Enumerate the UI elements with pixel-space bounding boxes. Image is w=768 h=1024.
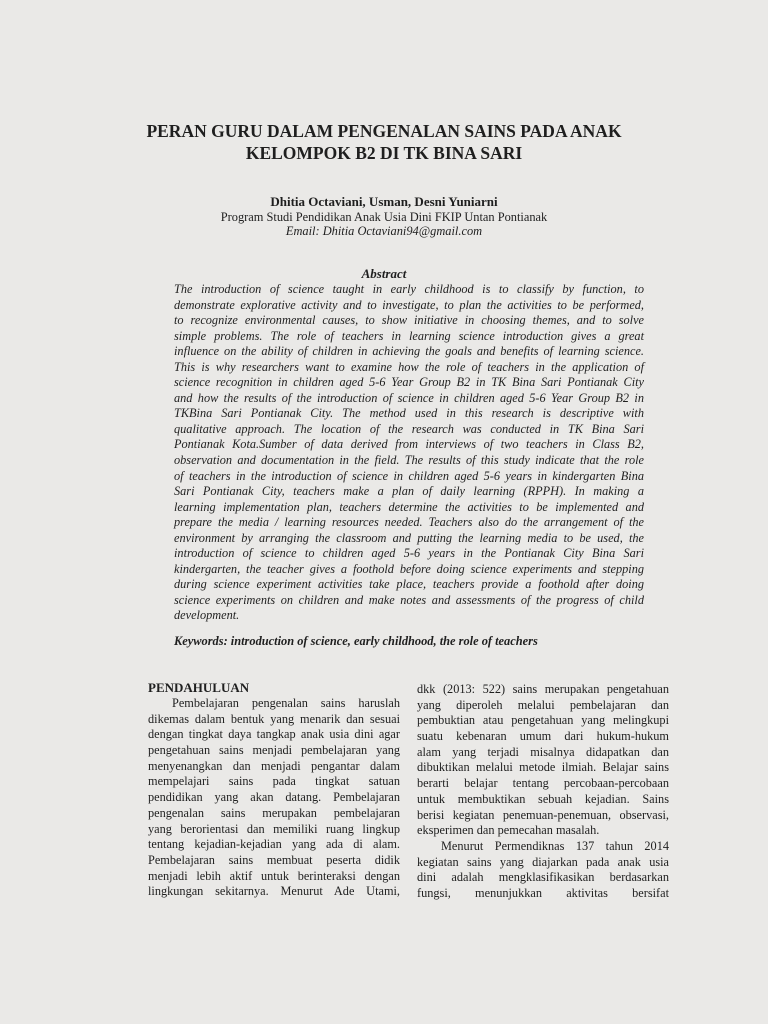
abstract-line: learning implementation plan, teachers determine the activities to be implemented and xyxy=(174,499,644,514)
body-line: alam yang terjadi misalnya didapatkan dan xyxy=(417,744,669,759)
abstract-line: The introduction of science taught in early childhood is to classify by function, to xyxy=(174,282,644,296)
body-line: dini adalah mengklasifikasikan berdasarkan xyxy=(417,870,669,885)
body-line: mempelajari sains pada tingkat satuan xyxy=(148,774,400,789)
body-line: dkk (2013: 522) sains merupakan pengetahuan xyxy=(417,682,669,696)
body-line: menyenangkan dan menjadi pengantar dalam xyxy=(148,758,400,773)
abstract-line: science experiments on children and make notes and assessments of the progress of child xyxy=(174,592,644,607)
body-line: fungsi, menunjukkan aktivitas bersifat xyxy=(417,885,669,900)
body-column-right xyxy=(417,682,669,902)
abstract-line: demonstrate explorative activity and to investigate, to plan the activities to be performed, xyxy=(174,297,644,312)
body-line: pembuktian atau pengetahuan yang melingkupi xyxy=(417,713,669,728)
author-names: Dhitia Octaviani, Usman, Desni Yuniarni xyxy=(270,194,498,209)
abstract-line: during science experiment activities take place, teachers provide a foothold after doing xyxy=(174,577,644,592)
body-line: lingkungan sekitarnya. Menurut Ade Utami, xyxy=(148,884,400,899)
body-column-left xyxy=(148,680,400,900)
section-heading: PENDAHULUAN xyxy=(148,680,250,695)
body-line: suatu kebenaran umum dari hukum-hukum xyxy=(417,729,669,744)
body-line: menjadi lebih aktif untuk berinteraksi dengan xyxy=(148,868,400,883)
body-line: Pembelajaran sains membuat peserta didik xyxy=(148,852,400,867)
body-line: yang berorientasi dan memiliki ruang lingkup xyxy=(148,821,400,836)
body-line: Menurut Permendiknas 137 tahun 2014 xyxy=(441,838,669,853)
paper-title xyxy=(0,120,768,164)
title-line-2: KELOMPOK B2 DI TK BINA SARI xyxy=(245,143,523,163)
body-line: dibuktikan melalui metode ilmiah. Belajar sains xyxy=(417,760,669,775)
body-line: dikemas dalam bentuk yang menarik dan sesuai xyxy=(148,711,400,726)
abstract-line: observation and documentation in the field. The results of this study indicate that the role xyxy=(174,453,644,468)
keywords: Keywords: introduction of science, early childhood, the role of teachers xyxy=(174,634,538,648)
body-line: untuk membuktikan sebuah kejadian. Sains xyxy=(417,791,669,806)
body-line: dengan tingkat daya tangkap anak usia dini agar xyxy=(148,727,400,742)
abstract-line: environment by arranging the classroom and putting the learning media to be used, the xyxy=(174,530,644,545)
abstract-line: kindergarten, the teacher gives a foothold before doing science experiments and stepping xyxy=(174,561,644,576)
abstract-line: prepare the media / learning resources needed. Teachers also do the arrangement of the xyxy=(174,515,644,530)
abstract-line: to recognize environmental causes, to show initiative in choosing themes, and to solve xyxy=(174,313,644,328)
body-line: Pembelajaran pengenalan sains haruslah xyxy=(172,696,400,710)
author-email: Email: Dhitia Octaviani94@gmail.com xyxy=(285,224,483,238)
body-line: pengenalan sains merupakan pembelajaran xyxy=(148,805,400,820)
body-line: pengetahuan sains menjadi pembelajaran yang xyxy=(148,743,400,758)
abstract-line: science recognition in children aged 5-6 Year Group B2 in TK Bina Sari Pontianak City xyxy=(174,375,644,390)
abstract-heading: Abstract xyxy=(361,266,407,281)
abstract-line: Pontianak Kota.Sumber of data derived from interviews of two teachers in Class B2, xyxy=(174,437,644,452)
abstract-line: influence on the ability of children in achieving the goals and benefits of learning science. xyxy=(174,344,644,359)
abstract-line: TKBina Sari Pontianak City. The method used in this research is descriptive with xyxy=(174,406,644,421)
body-line: berarti belajar tentang percobaan-percobaan xyxy=(417,776,669,791)
abstract-line: Sari Pontianak City, teachers make a plan of daily learning (RPPH). In making a xyxy=(174,484,644,499)
affiliation: Program Studi Pendidikan Anak Usia Dini FKIP Untan Pontianak xyxy=(220,210,548,224)
body-line: eksperimen dan pemecahan masalah. xyxy=(417,823,600,838)
abstract-line: development. xyxy=(174,608,240,623)
title-line-1: PERAN GURU DALAM PENGENALAN SAINS PADA ANAK xyxy=(146,121,622,141)
abstract-line: introduction of science to children aged 5-6 years in the Pontianak City Bina Sari xyxy=(174,546,644,561)
body-line: kegiatan sains yang diajarkan pada anak usia xyxy=(417,854,669,869)
body-line: tentang kejadian-kejadian yang ada di alam. xyxy=(148,837,400,852)
body-line: berisi kegiatan penemuan-penemuan, observasi, xyxy=(417,807,669,822)
body-line: yang diperoleh melalui pembelajaran dan xyxy=(417,697,669,712)
abstract-line: simple problems. The role of teachers in learning science introduction gives a great xyxy=(174,328,644,343)
body-line: pendidikan yang akan datang. Pembelajaran xyxy=(148,790,400,805)
abstract-line: of teachers in the introduction of science in children aged 5-6 years in kindergarten Bina xyxy=(174,468,644,483)
abstract-line: qualitative approach. The location of the research was conducted in TK Bina Sari xyxy=(174,421,644,436)
abstract-line: This is why researchers want to examine how the role of teachers in the application of xyxy=(174,359,644,374)
abstract-body xyxy=(174,282,644,624)
abstract-line: and how the results of the introduction of science in children aged 5-6 Year Group B2 in xyxy=(174,390,644,405)
